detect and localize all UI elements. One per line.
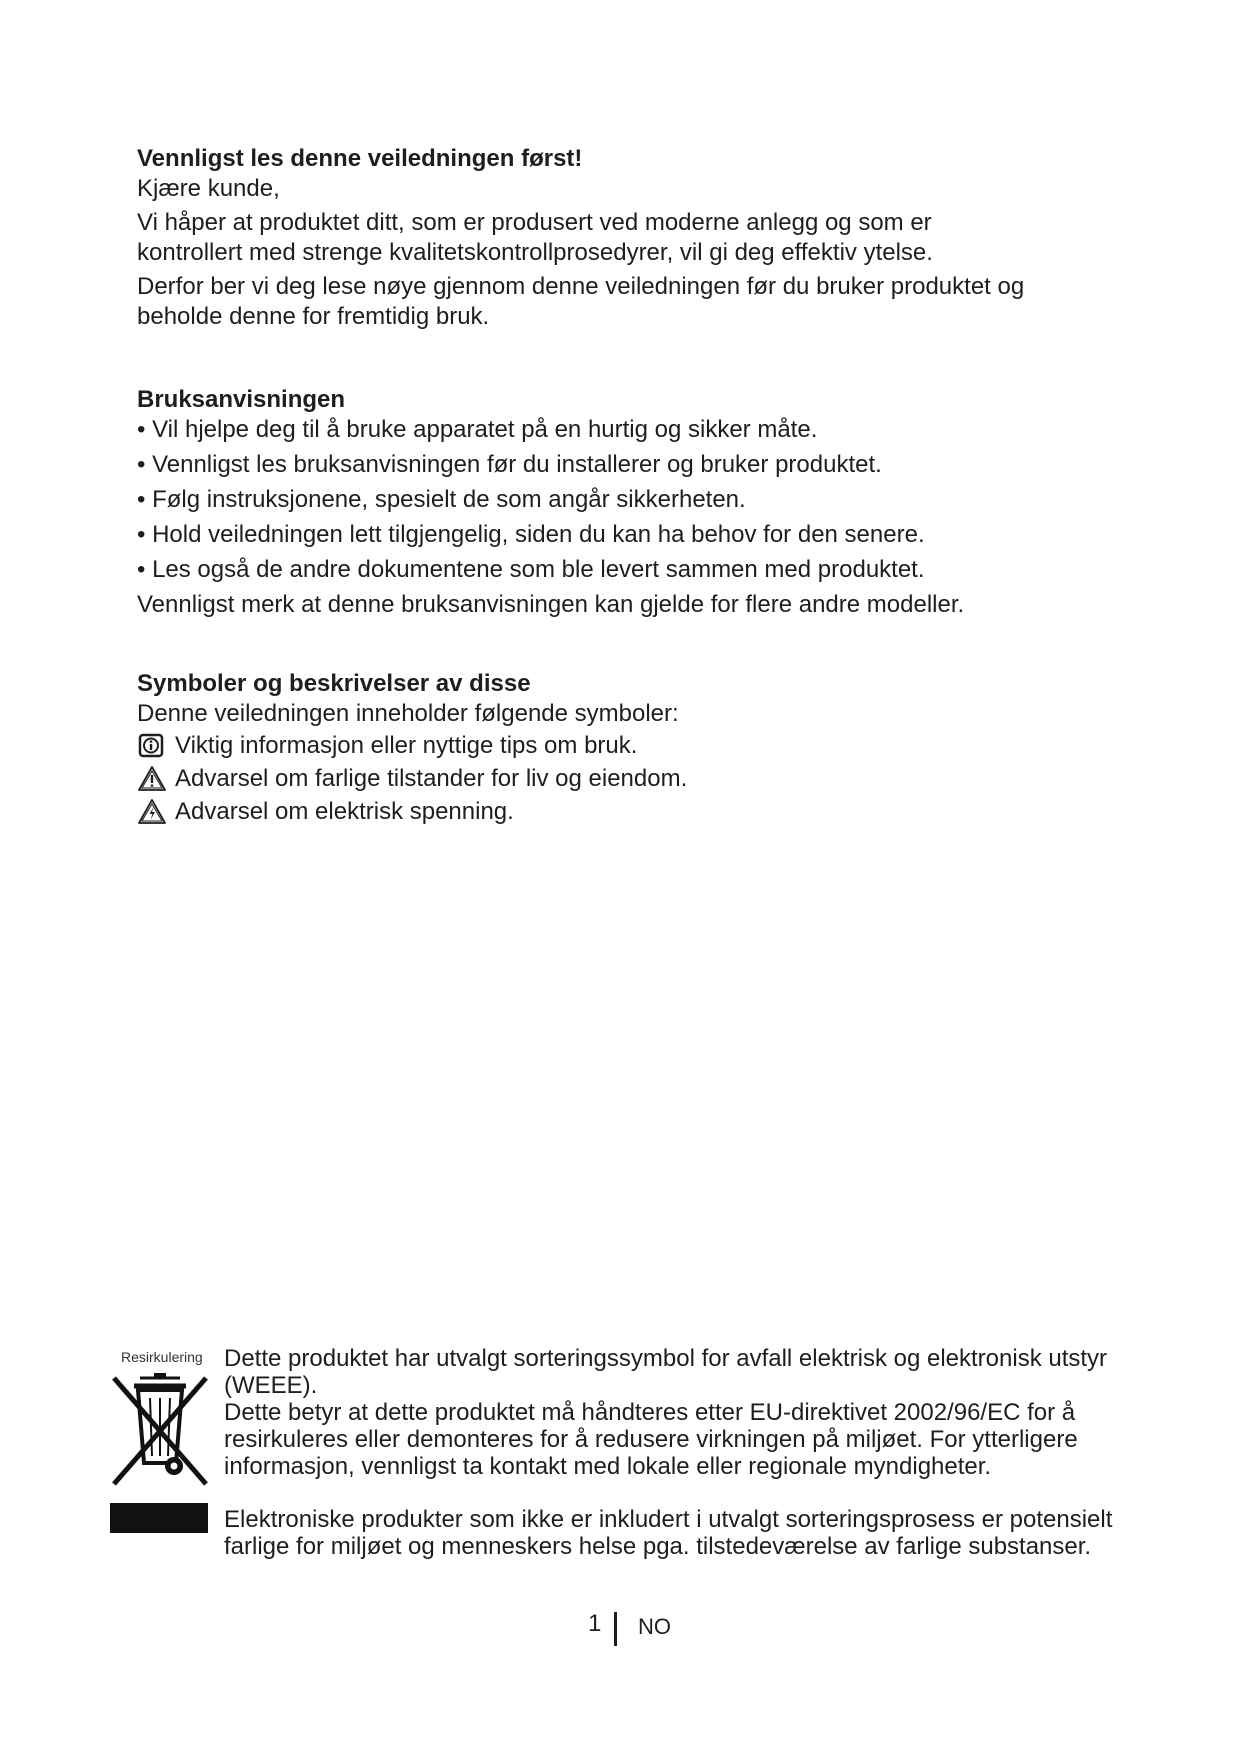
page-number: 1 [588, 1610, 602, 1637]
manual-bullet: • Hold veiledningen lett tilgjengelig, siden du kan ha behov for den senere. [137, 521, 925, 548]
recycling-label: Resirkulering [121, 1349, 203, 1365]
symbols-section [137, 669, 1137, 828]
intro-paragraph-1-line-1: Vi håper at produktet ditt, som er produsert ved moderne anlegg og som er [137, 209, 932, 236]
info-icon [137, 732, 167, 760]
black-bar [110, 1503, 208, 1533]
crossed-out-bin-icon [110, 1368, 210, 1493]
language-code: NO [638, 1614, 671, 1639]
weee-notice [224, 1345, 1124, 1480]
manual-bullet: • Følg instruksjonene, spesielt de som angår sikkerheten. [137, 486, 746, 513]
symbol-row-info [137, 729, 1137, 762]
symbol-row-warning [137, 762, 1137, 795]
manual-bullet: • Vennligst les bruksanvisningen før du installerer og bruker produktet. [137, 451, 882, 478]
greeting: Kjære kunde, [137, 175, 280, 202]
symbol-text-warning: Advarsel om farlige tilstander for liv og eiendom. [175, 764, 688, 792]
manual-section [137, 385, 1137, 620]
manual-heading: Bruksanvisningen [137, 386, 346, 413]
weee-line: Dette produktet har utvalgt sorteringssymbol for avfall elektrisk og elektronisk utstyr [224, 1345, 1108, 1372]
intro-paragraph-2-line-1: Derfor ber vi deg lese nøye gjennom denne veiledningen før du bruker produktet og [137, 273, 1025, 300]
manual-note: Vennligst merk at denne bruksanvisningen kan gjelde for flere andre modeller. [137, 591, 965, 618]
weee-line: Dette betyr at dette produktet må håndteres etter EU-direktivet 2002/96/EC for å [224, 1399, 1076, 1426]
intro-section [137, 144, 1117, 332]
warning-icon [137, 765, 167, 793]
intro-heading: Vennligst les denne veiledningen først! [137, 145, 583, 172]
symbol-text-electric: Advarsel om elektrisk spenning. [175, 797, 514, 825]
weee-line: informasjon, vennligst ta kontakt med lokale eller regionale myndigheter. [224, 1453, 992, 1480]
symbols-heading: Symboler og beskrivelser av disse [137, 670, 531, 697]
intro-paragraph-1-line-2: kontrollert med strenge kvalitetskontrollprosedyrer, vil gi deg effektiv ytelse. [137, 239, 933, 266]
symbol-text-info: Viktig informasjon eller nyttige tips om bruk. [175, 731, 638, 759]
symbols-intro: Denne veiledningen inneholder følgende symboler: [137, 700, 679, 727]
page-footer [0, 1610, 1241, 1650]
manual-bullet: • Les også de andre dokumentene som ble levert sammen med produktet. [137, 556, 925, 583]
electronics-line: farlige for miljøet og menneskers helse pga. tilstedeværelse av farlige substanser. [224, 1533, 1092, 1560]
manual-bullet: • Vil hjelpe deg til å bruke apparatet på en hurtig og sikker måte. [137, 416, 818, 443]
electronics-line: Elektroniske produkter som ikke er inkludert i utvalgt sorteringsprosess er potensielt [224, 1506, 1113, 1533]
weee-line: (WEEE). [224, 1372, 318, 1399]
weee-line: resirkuleres eller demonteres for å redusere virkningen på miljøet. For ytterligere [224, 1426, 1078, 1453]
symbol-row-electric [137, 795, 1137, 828]
electric-warning-icon [137, 798, 167, 826]
intro-paragraph-2-line-2: beholde denne for fremtidig bruk. [137, 303, 490, 330]
footer-divider [614, 1612, 617, 1646]
electronics-notice [224, 1506, 1124, 1560]
